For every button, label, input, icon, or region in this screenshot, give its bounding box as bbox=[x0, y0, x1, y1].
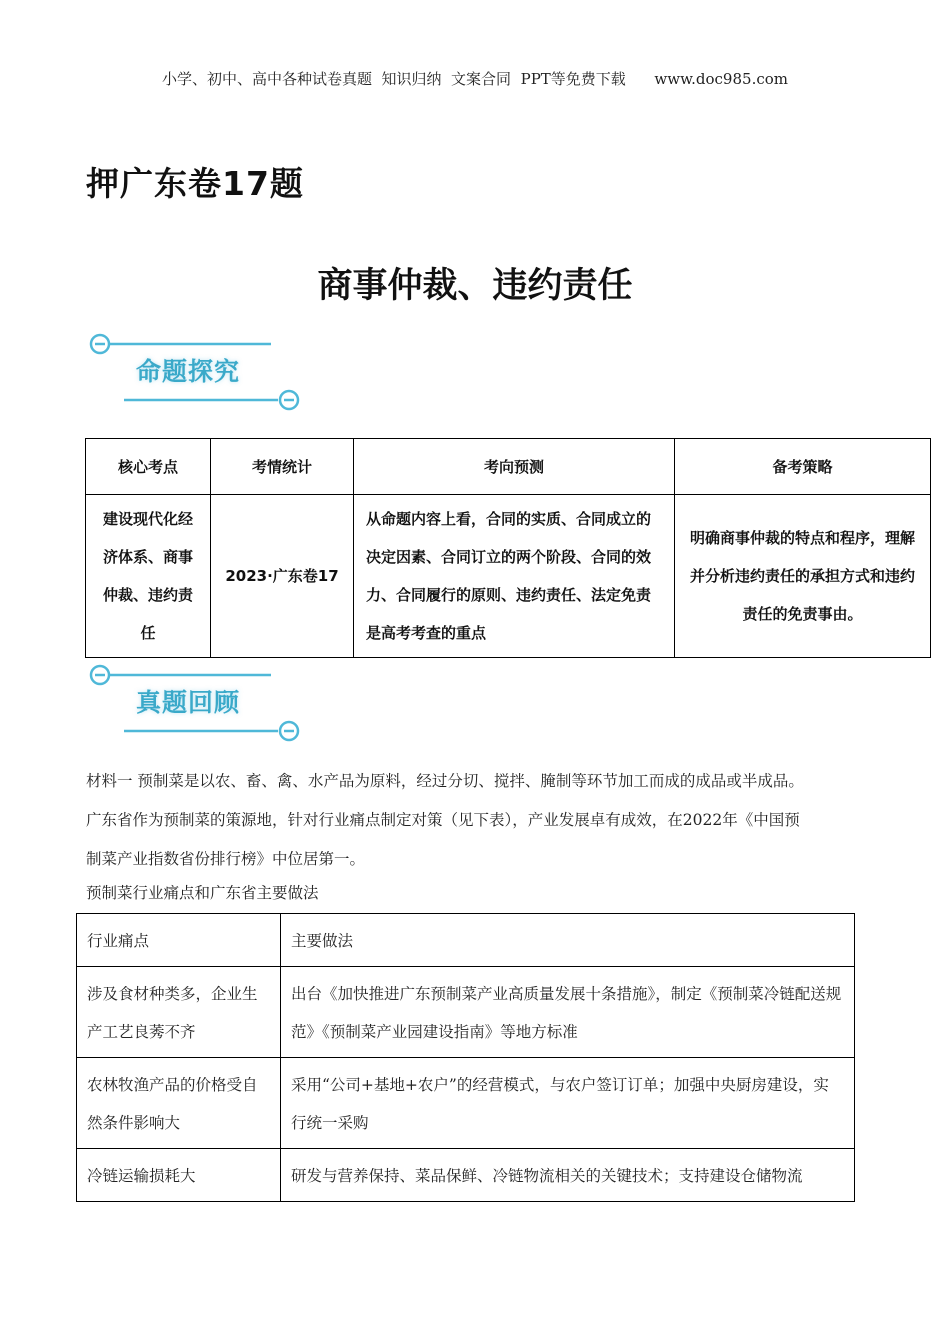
pain-point-cell: 涉及食材种类多，企业生产工艺良莠不齐 bbox=[77, 967, 281, 1058]
section-banner-review bbox=[86, 661, 316, 747]
forecast-cell: 从命题内容上看，合同的实质、合同成立的决定因素、合同订立的两个阶段、合同的效力、合同履行的原则、违约责任、法定免责是高考考查的重点 bbox=[354, 495, 675, 658]
pain-point-cell: 农林牧渔产品的价格受自然条件影响大 bbox=[77, 1058, 281, 1149]
site-banner: 小学、初中、高中各种试卷真题 知识归纳 文案合同 PPT等免费下载 www.doc985.com bbox=[161, 70, 788, 88]
section-label: 真题回顾 bbox=[136, 688, 241, 717]
material-line: 材料一 预制菜是以农、畜、禽、水产品为原料，经过分切、搅拌、腌制等环节加工而成的成品或半成品。 bbox=[86, 772, 804, 790]
main-title: 商事仲裁、违约责任 bbox=[317, 266, 633, 306]
section-label: 命题探究 bbox=[136, 357, 241, 386]
measure-cell: 采用“公司+基地+农户”的经营模式，与农户签订订单；加强中央厨房建设，实行统一采购 bbox=[281, 1058, 855, 1149]
document-title: 押广东卷17题 bbox=[86, 164, 304, 203]
table-header: 主要做法 bbox=[281, 914, 855, 967]
measure-cell: 出台《加快推进广东预制菜产业高质量发展十条措施》，制定《预制菜冷链配送规范》《预制菜产业园建设指南》等地方标准 bbox=[281, 967, 855, 1058]
table-header: 考情统计 bbox=[211, 439, 354, 495]
stats-cell: 2023·广东卷17 bbox=[211, 495, 354, 658]
table-caption: 预制菜行业痛点和广东省主要做法 bbox=[86, 884, 319, 902]
table-header: 核心考点 bbox=[86, 439, 211, 495]
core-topic-cell: 建设现代化经济体系、商事仲裁、违约责任 bbox=[86, 495, 211, 658]
measure-cell: 研发与营养保持、菜品保鲜、冷链物流相关的关键技术；支持建设仓储物流 bbox=[281, 1149, 855, 1202]
table-header: 备考策略 bbox=[675, 439, 931, 495]
table-header: 考向预测 bbox=[354, 439, 675, 495]
material-line: 广东省作为预制菜的策源地，针对行业痛点制定对策（见下表），产业发展卓有成效，在2022年《中国预 bbox=[86, 811, 800, 829]
industry-measures-table bbox=[76, 913, 855, 1202]
section-banner-proposition bbox=[86, 330, 316, 416]
exam-analysis-table bbox=[85, 438, 931, 658]
pain-point-cell: 冷链运输损耗大 bbox=[77, 1149, 281, 1202]
strategy-cell: 明确商事仲裁的特点和程序，理解并分析违约责任的承担方式和违约责任的免责事由。 bbox=[675, 495, 931, 658]
table-header: 行业痛点 bbox=[77, 914, 281, 967]
material-line: 制菜产业指数省份排行榜》中位居第一。 bbox=[86, 850, 366, 868]
